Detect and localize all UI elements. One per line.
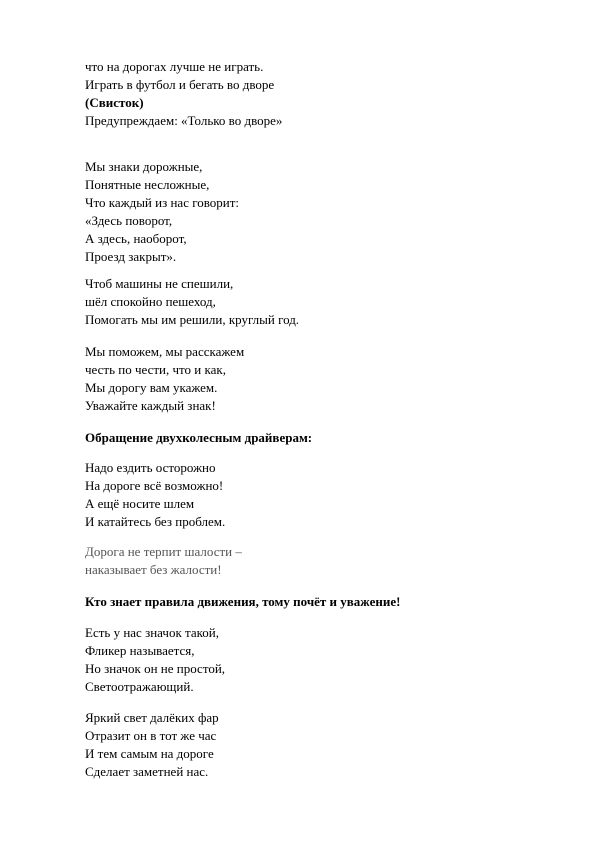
verse-line: А здесь, наоборот,	[85, 231, 187, 246]
section-heading: Кто знает правила движения, тому почёт и уважение!	[85, 594, 401, 609]
proverb-line: наказывает без жалости!	[85, 562, 222, 577]
section-heading: Обращение двухколесным драйверам:	[85, 430, 313, 445]
verse-line: Сделает заметней нас.	[85, 764, 209, 779]
verse-line: Чтоб машины не спешили,	[85, 276, 234, 291]
verse-line: Надо ездить осторожно	[85, 460, 216, 475]
text-line: Предупреждаем: «Только во дворе»	[85, 113, 283, 128]
verse-line: «Здесь поворот,	[85, 213, 173, 228]
verse-line: Что каждый из нас говорит:	[85, 195, 240, 210]
verse-line: Есть у нас значок такой,	[85, 625, 219, 640]
verse-line: Фликер называется,	[85, 643, 195, 658]
verse-line: Мы поможем, мы расскажем	[85, 344, 245, 359]
verse-line: Но значок он не простой,	[85, 661, 226, 676]
verse-line: Мы дорогу вам укажем.	[85, 380, 218, 395]
text-line: Играть в футбол и бегать во дворе	[85, 77, 275, 92]
verse-line: Помогать мы им решили, круглый год.	[85, 312, 300, 327]
verse-line: Проезд закрыт».	[85, 249, 177, 264]
verse-line: И катайтесь без проблем.	[85, 514, 226, 529]
verse-line: честь по чести, что и как,	[85, 362, 226, 377]
text-line: что на дорогах лучше не играть.	[85, 59, 264, 74]
verse-line: И тем самым на дороге	[85, 746, 214, 761]
verse-line: А ещё носите шлем	[85, 496, 195, 511]
verse-line: Яркий свет далёких фар	[85, 710, 219, 725]
stage-direction: (Свисток)	[85, 95, 144, 110]
verse-line: Уважайте каждый знак!	[85, 398, 216, 413]
verse-line: шёл спокойно пешеход,	[85, 294, 216, 309]
verse-line: На дороге всё возможно!	[85, 478, 224, 493]
verse-line: Светоотражающий.	[85, 679, 194, 694]
verse-line: Отразит он в тот же час	[85, 728, 217, 743]
verse-line: Мы знаки дорожные,	[85, 159, 203, 174]
verse-line: Понятные несложные,	[85, 177, 210, 192]
proverb-line: Дорога не терпит шалости –	[85, 544, 242, 559]
